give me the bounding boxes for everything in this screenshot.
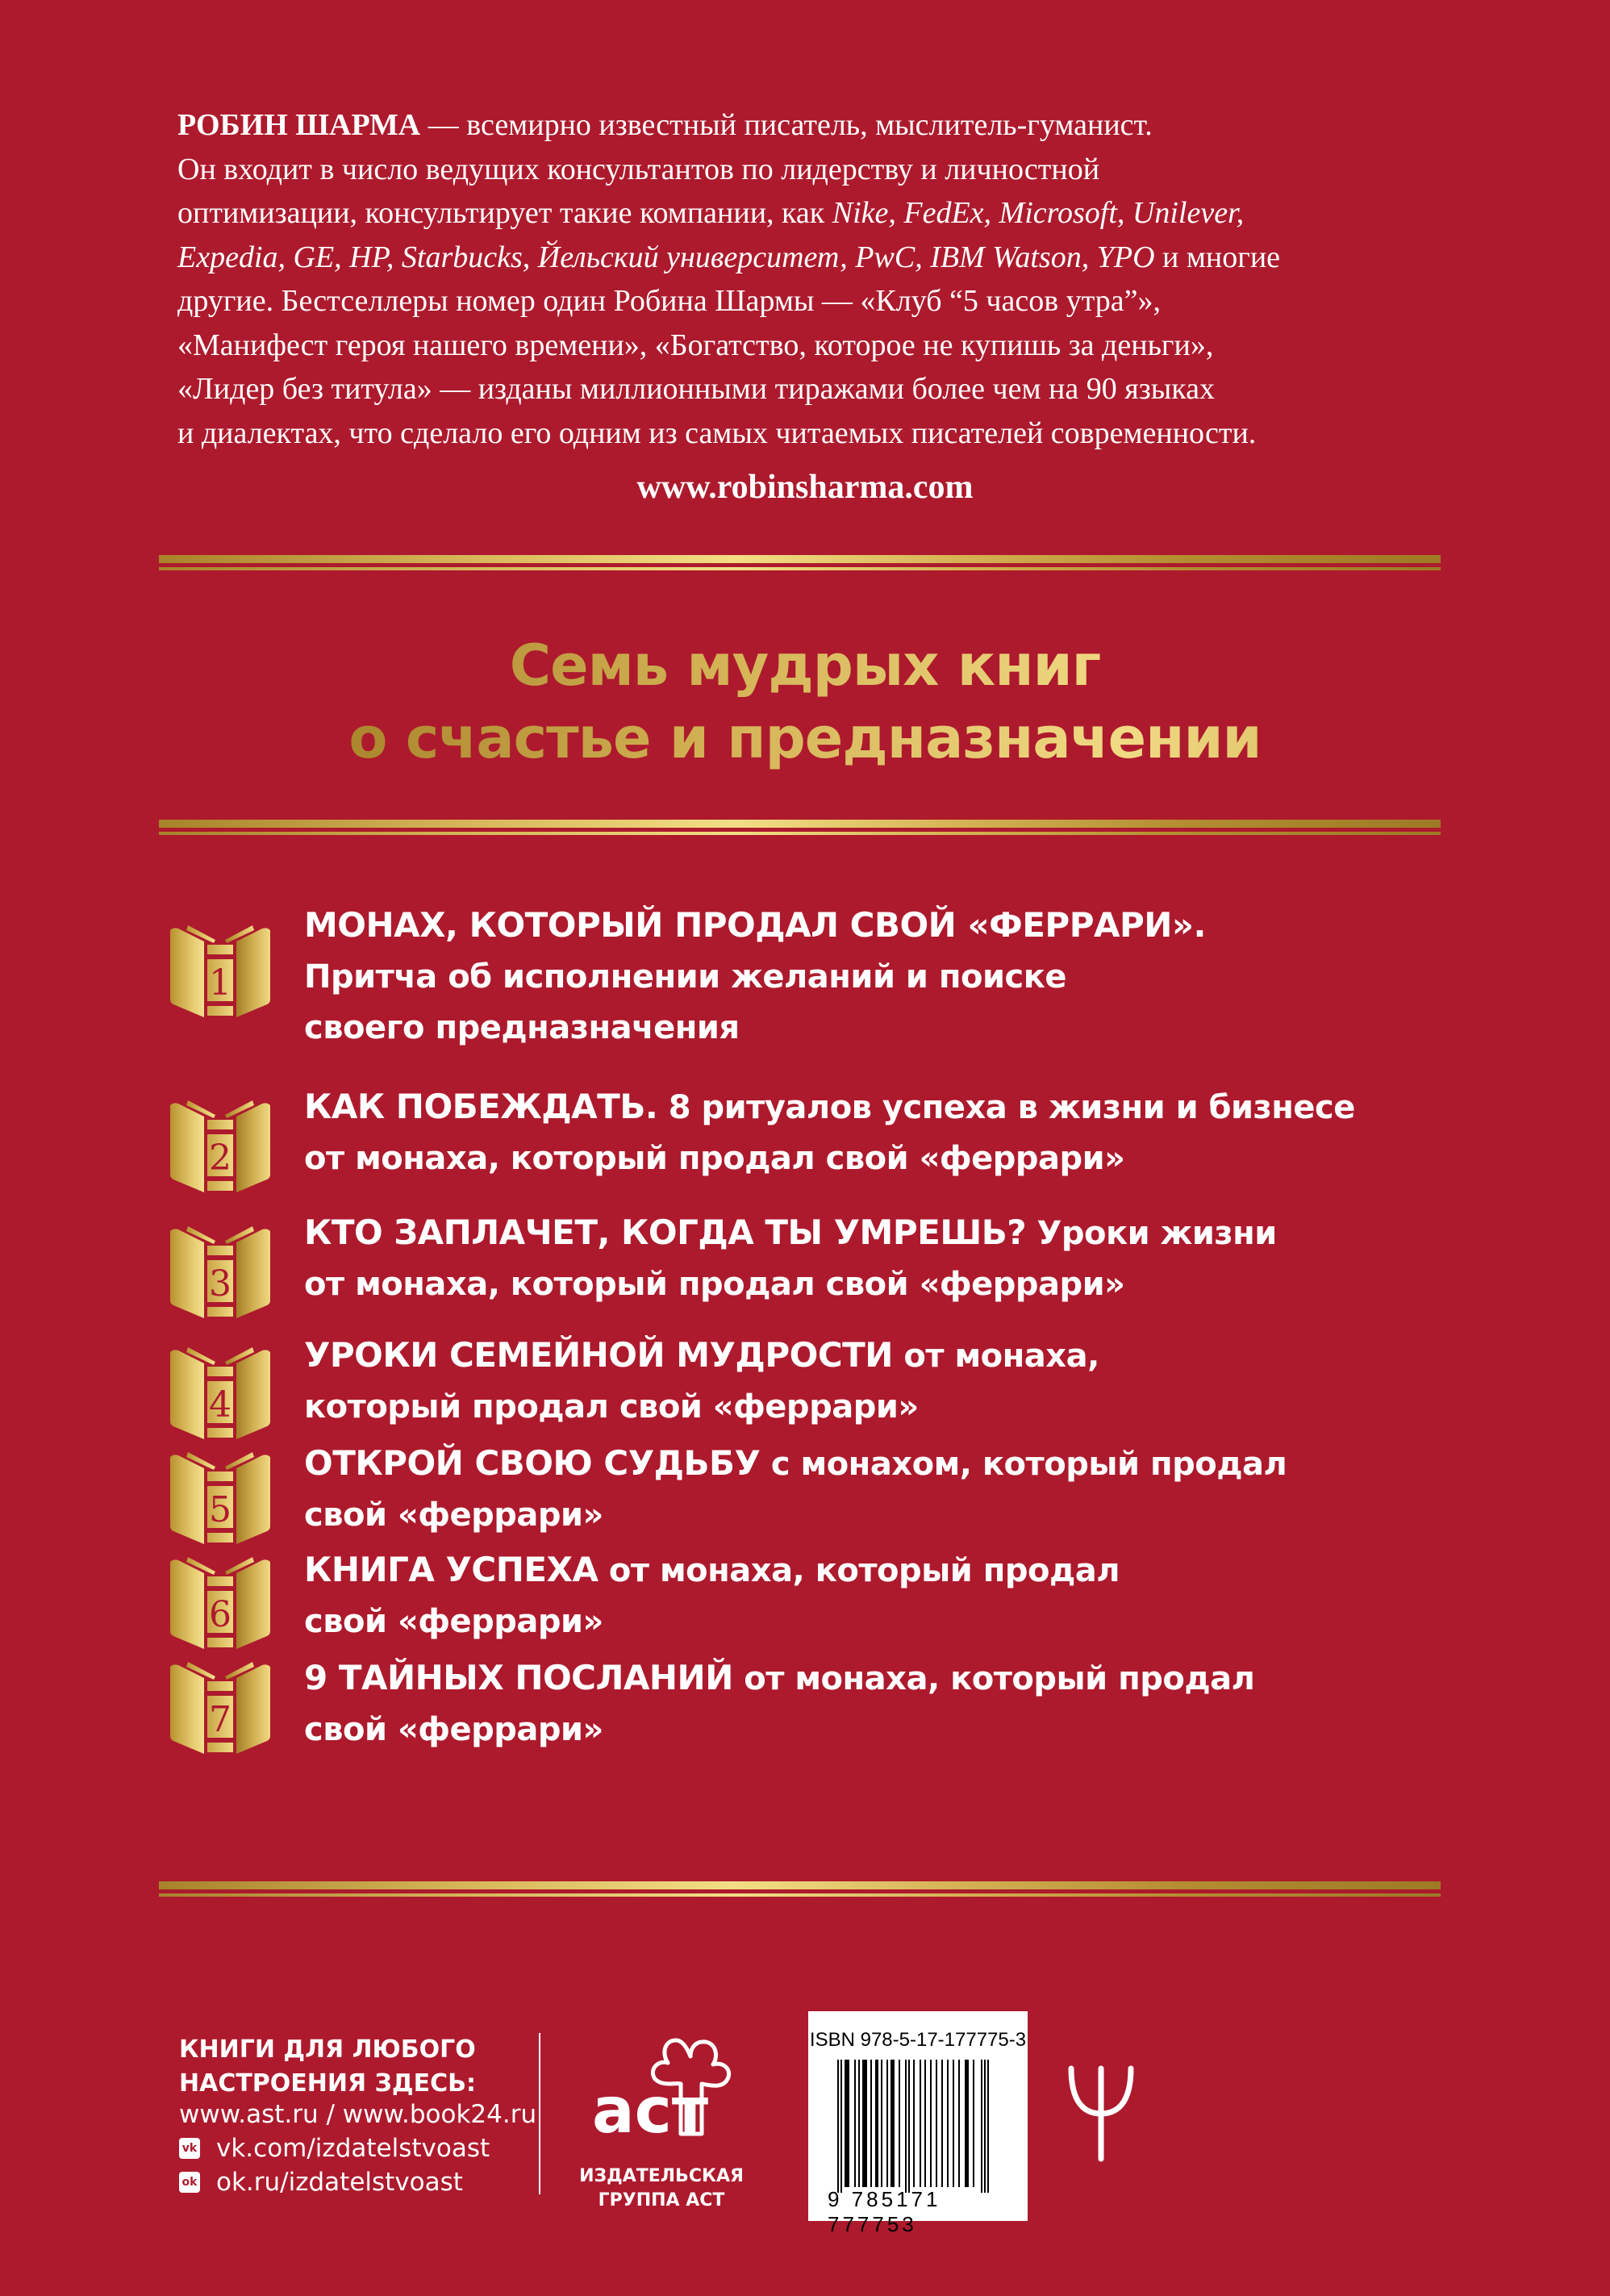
websites-link[interactable]: www.ast.ru / www.book24.ru [179, 2100, 537, 2129]
book-number-icon-5 [165, 1442, 275, 1551]
gold-divider-top [159, 555, 1441, 574]
book-title: КАК ПОБЕЖДАТЬ. [304, 1087, 658, 1126]
series-heading: Семь мудрых книг о счастье и предназначении [0, 629, 1610, 774]
book-title: 9 ТАЙНЫХ ПОСЛАНИЙ [304, 1658, 733, 1697]
book-number-icon-4 [165, 1338, 275, 1446]
promo-heading: КНИГИ ДЛЯ ЛЮБОГО НАСТРОЕНИЯ ЗДЕСЬ: [179, 2035, 476, 2098]
psi-icon [1065, 2065, 1137, 2162]
book-subtitle-line: свой «феррари» [304, 1497, 603, 1534]
vk-link[interactable]: vk vk.com/izdatelstvoast [179, 2131, 536, 2165]
book-title: КНИГА УСПЕХА [304, 1550, 599, 1589]
book-number-icon-1 [165, 916, 275, 1025]
book-title: ОТКРОЙ СВОЮ СУДЬБУ [304, 1443, 761, 1483]
bio-line-3: оптимизации, консультирует такие компании, как Nike, FedEx, Microsoft, Unilever, [177, 196, 1245, 230]
svg-text:3: 3 [209, 1263, 231, 1305]
bio-line-6: «Манифест героя нашего времени», «Богатство, которое не купишь за деньги», [177, 328, 1214, 362]
book-title: МОНАХ, КОТОРЫЙ ПРОДАЛ СВОЙ «ФЕРРАРИ». [304, 905, 1207, 945]
bio-line-4: Expedia, GE, HP, Starbucks, Йельский университет, PwC, IBM Watson, YPO и многие [177, 240, 1281, 274]
book-subtitle-line: Притча об исполнении желаний и поиске [304, 958, 1066, 996]
ok-icon: ok [179, 2172, 200, 2193]
isbn-barcode [808, 2011, 1028, 2236]
author-website[interactable]: www.robinsharma.com [636, 469, 974, 506]
svg-text:6: 6 [209, 1594, 231, 1635]
isbn-number: ISBN 978-5-17-177775-3 [809, 2029, 1027, 2051]
vk-icon: vk [179, 2138, 200, 2159]
svg-text:аст: аст [592, 2075, 709, 2148]
footer-divider [539, 2033, 540, 2194]
book-subtitle-line: свой «феррари» [304, 1603, 603, 1640]
companies-italic-2: Expedia, GE, HP, Starbucks, Йельский университет, PwC, IBM Watson, YPO [177, 240, 1155, 274]
book-subtitle-line: от монаха, который продал свой «феррари» [304, 1266, 1125, 1303]
svg-text:1: 1 [209, 962, 231, 1004]
author-name: РОБИН ШАРМА [177, 108, 421, 142]
ast-logo-icon [581, 2037, 742, 2158]
svg-text:2: 2 [209, 1138, 231, 1179]
gold-divider-bottom [159, 1881, 1441, 1901]
bio-line-8: и диалектах, что сделало его одним из самых читаемых писателей современности. [177, 415, 1257, 450]
book-number-icon-6 [165, 1547, 275, 1656]
svg-text:5: 5 [209, 1489, 231, 1530]
author-bio [177, 103, 1436, 455]
svg-text:4: 4 [209, 1384, 231, 1426]
bio-line-1: РОБИН ШАРМА — всемирно известный писатель, мыслитель-гуманист. [177, 108, 1153, 142]
barcode-digits: 9 785171 777753 [828, 2187, 941, 2236]
book-subtitle-line: который продал свой «феррари» [304, 1388, 919, 1426]
bio-line-7: «Лидер без титула» — изданы миллионными тиражами более чем на 90 языках [177, 372, 1215, 406]
book-number-icon-2 [165, 1091, 275, 1200]
bio-line-5: другие. Бестселлеры номер один Робина Шармы — «Клуб “5 часов утра”», [177, 284, 1162, 318]
book-title: КТО ЗАПЛАЧЕТ, КОГДА ТЫ УМРЕШЬ? [304, 1213, 1027, 1252]
publisher-links [179, 2098, 536, 2199]
companies-italic: Nike, FedEx, Microsoft, Unilever, [832, 196, 1245, 230]
book-number-icon-3 [165, 1217, 275, 1325]
book-subtitle-line: своего предназначения [304, 1009, 740, 1046]
bio-line-2: Он входит в число ведущих консультантов по лидерству и личностной [177, 152, 1100, 186]
publisher-name: ИЗДАТЕЛЬСКАЯ ГРУППА АСТ [579, 2166, 744, 2210]
book-title: УРОКИ СЕМЕЙНОЙ МУДРОСТИ [304, 1335, 893, 1375]
gold-divider-middle [159, 820, 1441, 839]
barcode-icon [836, 2060, 997, 2193]
ok-link[interactable]: ok ok.ru/izdatelstvoast [179, 2165, 536, 2199]
svg-text:7: 7 [209, 1699, 231, 1740]
book-subtitle-line: от монаха, который продал свой «феррари» [304, 1140, 1125, 1177]
book-number-icon-7 [165, 1652, 275, 1761]
book-subtitle-line: свой «феррари» [304, 1711, 603, 1748]
